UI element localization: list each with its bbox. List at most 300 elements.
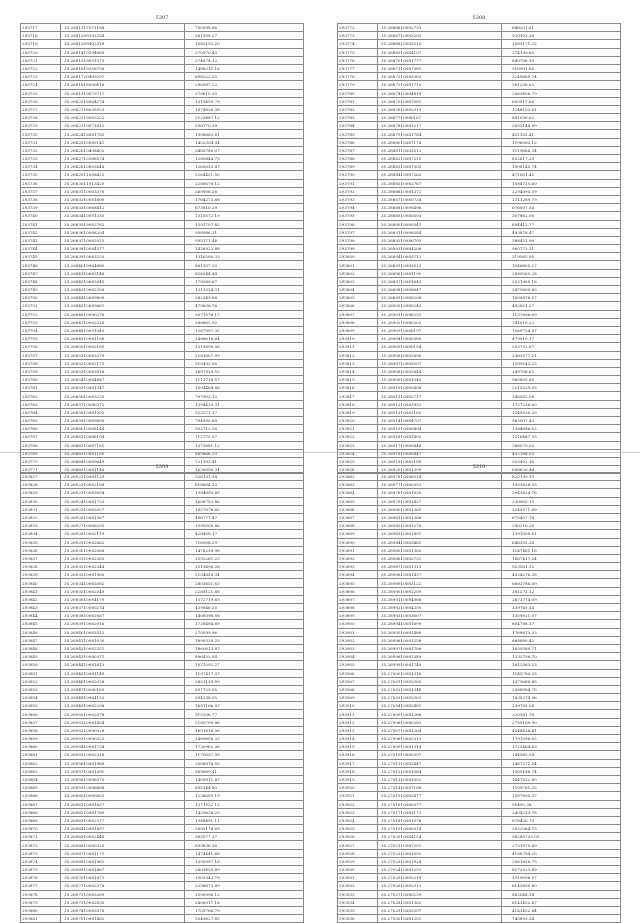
row-id-cell: 293928 <box>338 849 378 857</box>
value-cell: 471001.45 <box>502 171 621 179</box>
table-row <box>21 882 304 890</box>
table-row <box>338 335 621 343</box>
value-cell: 1319459.79 <box>185 97 304 105</box>
value-cell: 1238009.19 <box>185 792 304 800</box>
row-id-cell: 293776 <box>338 56 378 64</box>
code-cell: 35.2697610088014 <box>378 473 502 481</box>
table-row <box>21 122 304 130</box>
code-cell: 35.2690010080243 <box>378 302 502 310</box>
code-cell: 35.2686910084107 <box>378 48 502 56</box>
table-row <box>338 253 621 261</box>
row-id-cell: 293816 <box>338 384 378 392</box>
table-row <box>338 554 621 562</box>
table-row <box>338 236 621 244</box>
table-row <box>338 628 621 636</box>
table-row <box>21 417 304 425</box>
code-cell: 35.2682319071812 <box>61 122 185 130</box>
row-id-cell: 293726 <box>21 97 61 105</box>
row-id-cell: 293878 <box>21 890 61 898</box>
code-cell: 35.2690610082690 <box>378 351 502 359</box>
code-cell: 35.2689610081190 <box>378 269 502 277</box>
row-id-cell: 293792 <box>338 187 378 195</box>
row-id-cell: 293927 <box>338 841 378 849</box>
value-cell: 253732.67 <box>502 343 621 351</box>
value-cell: 3485780.07 <box>185 146 304 154</box>
value-cell: 2475809.83 <box>502 286 621 294</box>
table-row <box>338 343 621 351</box>
value-cell: 1113739.57 <box>185 376 304 384</box>
code-cell: 35.2695110081404 <box>61 718 185 726</box>
row-id-cell: 293880 <box>21 906 61 914</box>
table-row <box>21 808 304 816</box>
row-id-cell: 293917 <box>338 759 378 767</box>
table-row <box>338 874 621 882</box>
table-row <box>338 146 621 154</box>
code-cell: 35.2694210082351 <box>61 644 185 652</box>
value-cell: 1489658.33 <box>185 735 304 743</box>
value-cell: 1874826.38 <box>185 105 304 113</box>
row-id-cell: 293837 <box>21 554 61 562</box>
table-row <box>338 759 621 767</box>
value-cell: 269906.26 <box>185 187 304 195</box>
row-id-cell: 293791 <box>338 179 378 187</box>
row-id-cell: 293719 <box>21 40 61 48</box>
value-cell: 1835274.96 <box>502 694 621 702</box>
value-cell: 2015325.05 <box>502 384 621 392</box>
row-id-cell: 293742 <box>21 228 61 236</box>
row-id-cell: 293834 <box>21 530 61 538</box>
value-cell: 282349.88 <box>185 294 304 302</box>
row-id-cell: 293831 <box>21 505 61 513</box>
table-row <box>21 767 304 775</box>
code-cell: 35.2685310083918 <box>61 367 185 375</box>
table-row <box>21 587 304 595</box>
row-id-cell: 293857 <box>21 718 61 726</box>
table-row <box>338 513 621 521</box>
value-cell: 1584725.80 <box>502 179 621 187</box>
code-cell: 35.2701810081076 <box>378 816 502 824</box>
value-cell: 346082.08 <box>502 392 621 400</box>
row-id-cell: 293908 <box>338 685 378 693</box>
code-cell: 35.2681919079717 <box>61 89 185 97</box>
code-cell: 35.2686710083203 <box>378 32 502 40</box>
row-id-cell: 293907 <box>338 677 378 685</box>
table-row <box>338 563 621 571</box>
table-row <box>338 595 621 603</box>
value-cell: 479919.17 <box>502 335 621 343</box>
code-cell: 35.2697110082578 <box>61 882 185 890</box>
table-row <box>338 228 621 236</box>
value-cell: 1691166.97 <box>185 702 304 710</box>
data-table <box>20 472 304 923</box>
row-id-cell: 293841 <box>21 587 61 595</box>
code-cell: 35.2698210081276 <box>378 522 502 530</box>
code-cell: 35.2702710080239 <box>378 890 502 898</box>
value-cell: 1899335.23 <box>185 636 304 644</box>
row-id-cell: 293818 <box>338 400 378 408</box>
row-id-cell: 293789 <box>338 163 378 171</box>
row-id-cell: 293901 <box>338 628 378 636</box>
value-cell: 1598145.74 <box>502 163 621 171</box>
code-cell: 35.2701010082097 <box>378 751 502 759</box>
row-id-cell: 293889 <box>338 530 378 538</box>
row-id-cell: 293828 <box>21 481 61 489</box>
value-cell: 144565.54 <box>502 751 621 759</box>
row-id-cell: 293850 <box>21 661 61 669</box>
row-id-cell: 293727 <box>21 105 61 113</box>
table-row <box>338 587 621 595</box>
code-cell: 35.2684110085148 <box>61 269 185 277</box>
table-row <box>338 702 621 710</box>
row-id-cell: 293788 <box>338 155 378 163</box>
row-id-cell: 293777 <box>338 64 378 72</box>
table-row <box>338 351 621 359</box>
table-row <box>21 563 304 571</box>
row-id-cell: 293812 <box>338 351 378 359</box>
value-cell: 2249669.74 <box>502 73 621 81</box>
code-cell: 35.2688210087210 <box>378 155 502 163</box>
table-row <box>338 538 621 546</box>
row-id-cell: 293783 <box>338 114 378 122</box>
row-id-cell: 293801 <box>338 261 378 269</box>
row-id-cell: 293729 <box>21 122 61 130</box>
row-id-cell: 293733 <box>21 155 61 163</box>
code-cell: 35.2691910083189 <box>378 457 502 465</box>
table-row <box>338 653 621 661</box>
value-cell: 897729.95 <box>185 685 304 693</box>
value-cell: 1426922.88 <box>185 245 304 253</box>
code-cell: 35.2695010082578 <box>61 710 185 718</box>
table-row <box>21 735 304 743</box>
table-row <box>21 710 304 718</box>
table-row <box>21 179 304 187</box>
table-row <box>338 277 621 285</box>
code-cell: 35.2698810081437 <box>378 571 502 579</box>
row-id-cell: 293867 <box>21 800 61 808</box>
code-cell: 35.2684010084880 <box>61 261 185 269</box>
code-cell: 35.2688710080734 <box>378 195 502 203</box>
table-row <box>21 40 304 48</box>
value-cell: 1452304.94 <box>185 138 304 146</box>
table-row <box>338 685 621 693</box>
row-id-cell: 293825 <box>338 457 378 465</box>
value-cell: 2803651.63 <box>185 579 304 587</box>
table-row <box>21 400 304 408</box>
value-cell: 648201.61 <box>502 24 621 32</box>
code-cell: 35.2696110081827 <box>61 800 185 808</box>
row-id-cell: 293843 <box>21 604 61 612</box>
row-id-cell: 293830 <box>21 497 61 505</box>
code-cell: 35.2684610080276 <box>61 310 185 318</box>
table-row <box>21 595 304 603</box>
value-cell: 381236.63 <box>502 81 621 89</box>
table-row <box>338 318 621 326</box>
code-cell: 35.2685710080272 <box>61 400 185 408</box>
row-id-cell: 293780 <box>338 89 378 97</box>
value-cell: 915336.77 <box>185 710 304 718</box>
table-row <box>21 579 304 587</box>
value-cell: 849706.19 <box>502 56 621 64</box>
table-row <box>21 800 304 808</box>
value-cell: 1720962.36 <box>185 743 304 751</box>
row-id-cell: 293765 <box>21 417 61 425</box>
code-cell: 35.2692110081129 <box>61 473 185 481</box>
row-id-cell: 293902 <box>338 636 378 644</box>
row-id-cell: 293728 <box>21 114 61 122</box>
table-row <box>21 56 304 64</box>
row-id-cell: 293793 <box>338 195 378 203</box>
row-id-cell: 293868 <box>21 808 61 816</box>
row-id-cell: 293738 <box>21 195 61 203</box>
table-row <box>338 784 621 792</box>
row-id-cell: 293920 <box>338 784 378 792</box>
table-row <box>21 376 304 384</box>
code-cell: 35.2683011013420 <box>61 179 185 187</box>
table-row <box>338 792 621 800</box>
code-cell: 35.2698010081365 <box>378 505 502 513</box>
value-cell: 4188794.25 <box>502 849 621 857</box>
value-cell: 794590.69 <box>185 417 304 425</box>
code-cell: 35.2692810082119 <box>61 530 185 538</box>
row-id-cell: 293821 <box>338 425 378 433</box>
code-cell: 35.2691710080446 <box>378 441 502 449</box>
value-cell: 898222.25 <box>185 73 304 81</box>
row-id-cell: 293785 <box>338 130 378 138</box>
value-cell: 1519496.26 <box>185 563 304 571</box>
code-cell: 35.2693410082082 <box>61 579 185 587</box>
table-row <box>21 195 304 203</box>
row-id-cell: 293845 <box>21 620 61 628</box>
value-cell: 90492.26 <box>502 800 621 808</box>
value-cell: 1394420.31 <box>185 400 304 408</box>
code-cell: 35.2685510081347 <box>61 384 185 392</box>
value-cell: 1089171.22 <box>502 40 621 48</box>
table-row <box>338 669 621 677</box>
row-id-cell: 293724 <box>21 81 61 89</box>
table-row <box>338 800 621 808</box>
table-row <box>338 743 621 751</box>
row-id-cell: 293875 <box>21 866 61 874</box>
table-row <box>21 874 304 882</box>
code-cell: 35.2696210081780 <box>61 808 185 816</box>
value-cell: 6141452.47 <box>502 898 621 906</box>
value-cell: 1827576.60 <box>185 505 304 513</box>
row-id-cell: 293899 <box>338 612 378 620</box>
row-id-cell: 293808 <box>338 318 378 326</box>
row-id-cell: 293879 <box>21 898 61 906</box>
table-row <box>338 212 621 220</box>
value-cell: 1429828.29 <box>185 808 304 816</box>
code-cell: 35.2681519051373 <box>61 56 185 64</box>
code-cell: 35.2700810082312 <box>378 735 502 743</box>
row-id-cell: 293881 <box>21 915 61 923</box>
table-row <box>338 294 621 302</box>
table-row <box>21 849 304 857</box>
row-id-cell: 293796 <box>338 220 378 228</box>
table-row <box>338 81 621 89</box>
value-cell: 676057.54 <box>502 204 621 212</box>
table-row <box>21 310 304 318</box>
code-cell: 35.2702510082218 <box>378 874 502 882</box>
table-row <box>338 546 621 554</box>
row-id-cell: 293847 <box>21 636 61 644</box>
value-cell: 323402.16 <box>502 457 621 465</box>
row-id-cell: 293763 <box>21 400 61 408</box>
row-id-cell: 293721 <box>21 56 61 64</box>
row-id-cell: 293935 <box>338 906 378 914</box>
row-id-cell: 293807 <box>338 310 378 318</box>
row-id-cell: 293932 <box>338 882 378 890</box>
table-row <box>338 767 621 775</box>
code-cell: 35.2700910081314 <box>378 743 502 751</box>
code-cell: 35.2695210080026 <box>61 726 185 734</box>
value-cell: 270599.96 <box>185 628 304 636</box>
value-cell: 1408098.58 <box>185 612 304 620</box>
row-id-cell: 293909 <box>338 694 378 702</box>
code-cell: 35.2700610080283 <box>378 718 502 726</box>
value-cell: 600517.68 <box>502 97 621 105</box>
table-row <box>338 326 621 334</box>
code-cell: 35.2698510081365 <box>378 546 502 554</box>
table-row <box>21 612 304 620</box>
value-cell: 602617.20 <box>502 155 621 163</box>
row-id-cell: 293913 <box>338 726 378 734</box>
row-id-cell: 293779 <box>338 81 378 89</box>
code-cell: 35.2692410081723 <box>61 497 185 505</box>
table-row <box>21 269 304 277</box>
code-cell: 35.2688810089496 <box>378 204 502 212</box>
table-row <box>338 56 621 64</box>
table-row <box>21 751 304 759</box>
row-id-cell: 293772 <box>338 24 378 32</box>
value-cell: 1903342.79 <box>185 874 304 882</box>
value-cell: 339765.34 <box>502 604 621 612</box>
table-row <box>338 245 621 253</box>
value-cell: 920103.28 <box>502 32 621 40</box>
table-row <box>338 400 621 408</box>
value-cell: 2085565.28 <box>502 269 621 277</box>
row-id-cell: 293747 <box>21 269 61 277</box>
code-cell: 35.2682118035923 <box>61 105 185 113</box>
table-row <box>338 906 621 914</box>
sheet-title: 5309 <box>155 464 169 470</box>
value-cell: 4524276.38 <box>502 571 621 579</box>
code-cell: 35.2686610082733 <box>378 24 502 32</box>
code-cell: 35.2683610088204 <box>61 228 185 236</box>
table-row <box>21 286 304 294</box>
table-row <box>21 554 304 562</box>
value-cell: 479636.76 <box>185 302 304 310</box>
value-cell: 1119886.34 <box>502 146 621 154</box>
row-id-cell: 293851 <box>21 669 61 677</box>
value-cell: 2693176.69 <box>185 825 304 833</box>
row-id-cell: 293864 <box>21 775 61 783</box>
code-cell: 35.2681818500616 <box>61 81 185 89</box>
table-row <box>338 64 621 72</box>
code-cell: 35.2700510081268 <box>378 710 502 718</box>
table-row <box>21 718 304 726</box>
table-row <box>21 261 304 269</box>
code-cell: 35.2701410087168 <box>378 784 502 792</box>
row-id-cell: 293918 <box>338 767 378 775</box>
row-id-cell: 293916 <box>338 751 378 759</box>
value-cell: 1697920.52 <box>185 367 304 375</box>
table-row <box>21 644 304 652</box>
row-id-cell: 293750 <box>21 294 61 302</box>
row-id-cell: 293735 <box>21 171 61 179</box>
table-row <box>338 718 621 726</box>
row-id-cell: 293717 <box>21 24 61 32</box>
row-id-cell: 293781 <box>338 97 378 105</box>
code-cell: 35.2684410089809 <box>61 294 185 302</box>
code-cell: 35.2702210081092 <box>378 849 502 857</box>
value-cell: 431155.41 <box>502 130 621 138</box>
code-cell: 35.2702810081362 <box>378 898 502 906</box>
code-cell: 35.2684310082358 <box>61 286 185 294</box>
table-row <box>338 48 621 56</box>
value-cell: 918991.66 <box>502 64 621 72</box>
value-cell: 2181607.99 <box>185 351 304 359</box>
row-id-cell: 293921 <box>338 792 378 800</box>
code-cell: 35.2694610082028 <box>61 677 185 685</box>
row-id-cell: 293885 <box>338 497 378 505</box>
row-id-cell: 293844 <box>21 612 61 620</box>
table-row <box>338 89 621 97</box>
row-id-cell: 293883 <box>338 481 378 489</box>
row-id-cell: 293732 <box>21 146 61 154</box>
code-cell: 35.2685910089600 <box>61 417 185 425</box>
table-row <box>21 97 304 105</box>
code-cell: 35.2691210083932 <box>378 400 502 408</box>
row-id-cell: 293876 <box>21 874 61 882</box>
sheet-title: 5308 <box>472 15 486 21</box>
code-cell: 35.2694110081030 <box>61 636 185 644</box>
value-cell: 594238.35 <box>185 694 304 702</box>
row-id-cell: 293739 <box>21 204 61 212</box>
value-cell: 2363577.21 <box>502 351 621 359</box>
table-row <box>338 220 621 228</box>
code-cell: 35.2700210081346 <box>378 685 502 693</box>
row-id-cell: 293731 <box>21 138 61 146</box>
table-row <box>338 661 621 669</box>
row-id-cell: 293725 <box>21 89 61 97</box>
code-cell: 35.2699710081706 <box>378 644 502 652</box>
table-row <box>338 898 621 906</box>
row-id-cell: 293890 <box>338 538 378 546</box>
code-cell: 35.2699010082209 <box>378 587 502 595</box>
row-id-cell: 293898 <box>338 604 378 612</box>
code-cell: 35.2685010082189 <box>61 343 185 351</box>
code-cell: 35.2683519082762 <box>61 220 185 228</box>
value-cell: 1727236.60 <box>502 400 621 408</box>
code-cell: 35.2695910086468 <box>61 784 185 792</box>
row-id-cell: 293903 <box>338 644 378 652</box>
value-cell: 960773.11 <box>502 245 621 253</box>
code-cell: 35.2686210087181 <box>61 441 185 449</box>
row-id-cell: 293802 <box>338 269 378 277</box>
row-id-cell: 293768 <box>21 441 61 449</box>
table-row <box>21 669 304 677</box>
code-cell: 35.2686410089649 <box>61 457 185 465</box>
row-id-cell: 293800 <box>338 253 378 261</box>
table-row <box>338 425 621 433</box>
table-row <box>338 114 621 122</box>
code-cell: 35.2688510082767 <box>378 179 502 187</box>
value-cell: 804788.17 <box>502 620 621 628</box>
code-cell: 35.2690710082007 <box>378 359 502 367</box>
table-row <box>21 546 304 554</box>
row-id-cell: 293911 <box>338 710 378 718</box>
